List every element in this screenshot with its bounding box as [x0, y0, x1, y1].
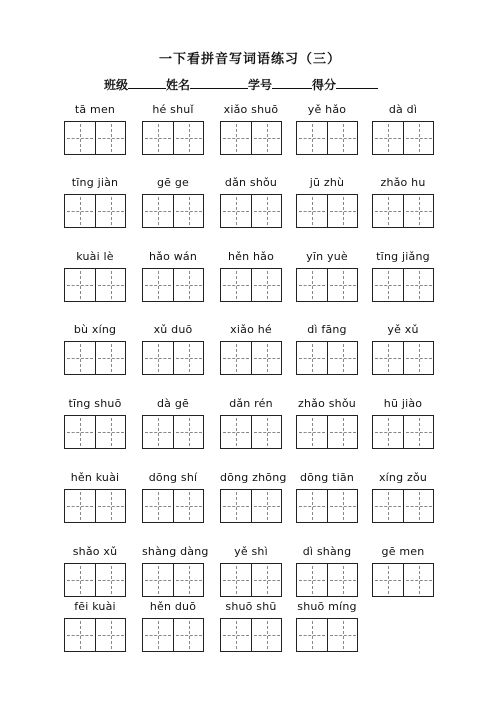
pinyin-label: gē ge — [157, 176, 189, 189]
guide-line-vertical — [158, 492, 159, 520]
tian-zi-cell — [373, 564, 403, 596]
guide-line-vertical — [80, 566, 81, 594]
score-label: 得分 — [312, 78, 337, 92]
guide-line-vertical — [189, 197, 190, 225]
guide-line-vertical — [80, 124, 81, 152]
tian-zi-cell — [297, 122, 327, 154]
pinyin-label: shuō shū — [225, 600, 277, 613]
tian-zi-cell — [373, 490, 403, 522]
guide-line-vertical — [419, 197, 420, 225]
guide-line-vertical — [189, 418, 190, 446]
character-writing-boxes — [372, 268, 434, 302]
tian-zi-cell — [251, 195, 282, 227]
tian-zi-cell — [403, 342, 434, 374]
tian-zi-cell — [95, 269, 126, 301]
guide-line-vertical — [158, 344, 159, 372]
tian-zi-cell — [251, 342, 282, 374]
character-writing-boxes — [220, 121, 282, 155]
tian-zi-cell — [65, 342, 95, 374]
name-blank — [190, 77, 248, 89]
tian-zi-cell — [221, 619, 251, 651]
pinyin-label: hěn duō — [149, 600, 197, 613]
tian-zi-cell — [251, 122, 282, 154]
number-blank — [272, 77, 312, 89]
character-writing-boxes — [142, 194, 204, 228]
pinyin-label: dǎn rén — [229, 397, 273, 410]
guide-line-vertical — [189, 124, 190, 152]
pinyin-label: dōng tiān — [299, 471, 355, 484]
tian-zi-cell — [327, 564, 358, 596]
guide-line-vertical — [267, 344, 268, 372]
tian-zi-cell — [373, 416, 403, 448]
pinyin-label: dì shàng — [302, 545, 352, 558]
guide-line-vertical — [419, 418, 420, 446]
tian-zi-cell — [327, 122, 358, 154]
tian-zi-cell — [221, 122, 251, 154]
tian-zi-cell — [173, 490, 204, 522]
guide-line-vertical — [236, 566, 237, 594]
guide-line-vertical — [111, 566, 112, 594]
pinyin-label: jū zhù — [309, 176, 345, 189]
guide-line-vertical — [267, 621, 268, 649]
guide-line-vertical — [80, 621, 81, 649]
tian-zi-cell — [143, 195, 173, 227]
guide-line-vertical — [388, 566, 389, 594]
tian-zi-cell — [95, 619, 126, 651]
score-blank — [336, 77, 378, 89]
tian-zi-cell — [143, 342, 173, 374]
tian-zi-cell — [143, 416, 173, 448]
character-writing-boxes — [142, 618, 204, 652]
tian-zi-cell — [373, 195, 403, 227]
tian-zi-cell — [173, 122, 204, 154]
tian-zi-cell — [143, 122, 173, 154]
guide-line-vertical — [312, 124, 313, 152]
guide-line-vertical — [343, 418, 344, 446]
guide-line-vertical — [111, 197, 112, 225]
tian-zi-cell — [403, 564, 434, 596]
pinyin-label: shàng dàng — [142, 545, 209, 558]
tian-zi-cell — [373, 269, 403, 301]
character-writing-boxes — [372, 563, 434, 597]
pinyin-label: shuō míng — [297, 600, 357, 613]
tian-zi-cell — [251, 490, 282, 522]
guide-line-vertical — [312, 344, 313, 372]
guide-line-vertical — [419, 124, 420, 152]
guide-line-vertical — [111, 271, 112, 299]
class-label: 班级 — [104, 78, 129, 92]
guide-line-vertical — [80, 418, 81, 446]
tian-zi-cell — [297, 342, 327, 374]
character-writing-boxes — [220, 341, 282, 375]
tian-zi-cell — [173, 416, 204, 448]
character-writing-boxes — [64, 121, 126, 155]
guide-line-vertical — [419, 344, 420, 372]
character-writing-boxes — [142, 121, 204, 155]
guide-line-vertical — [111, 418, 112, 446]
tian-zi-cell — [221, 490, 251, 522]
tian-zi-cell — [173, 342, 204, 374]
tian-zi-cell — [143, 490, 173, 522]
character-writing-boxes — [296, 563, 358, 597]
guide-line-vertical — [343, 271, 344, 299]
tian-zi-cell — [251, 269, 282, 301]
tian-zi-cell — [65, 195, 95, 227]
pinyin-label: zhǎo shǒu — [298, 397, 356, 410]
character-writing-boxes — [64, 341, 126, 375]
guide-line-vertical — [111, 344, 112, 372]
guide-line-vertical — [236, 418, 237, 446]
guide-line-vertical — [236, 492, 237, 520]
character-writing-boxes — [372, 194, 434, 228]
character-writing-boxes — [64, 618, 126, 652]
pinyin-label: yě xǔ — [387, 323, 419, 336]
character-writing-boxes — [296, 618, 358, 652]
pinyin-label: shǎo xǔ — [72, 545, 118, 558]
tian-zi-cell — [403, 269, 434, 301]
pinyin-label: dà dì — [388, 103, 418, 116]
character-writing-boxes — [372, 489, 434, 523]
tian-zi-cell — [327, 619, 358, 651]
character-writing-boxes — [64, 268, 126, 302]
pinyin-label: dà gē — [157, 397, 189, 410]
tian-zi-cell — [373, 122, 403, 154]
guide-line-vertical — [267, 566, 268, 594]
pinyin-label: xíng zǒu — [378, 471, 428, 484]
pinyin-label: gē men — [381, 545, 425, 558]
tian-zi-cell — [65, 122, 95, 154]
tian-zi-cell — [297, 564, 327, 596]
tian-zi-cell — [65, 269, 95, 301]
character-writing-boxes — [64, 489, 126, 523]
guide-line-vertical — [80, 344, 81, 372]
character-writing-boxes — [296, 194, 358, 228]
tian-zi-cell — [143, 619, 173, 651]
character-writing-boxes — [64, 563, 126, 597]
guide-line-vertical — [267, 197, 268, 225]
tian-zi-cell — [221, 416, 251, 448]
tian-zi-cell — [403, 195, 434, 227]
tian-zi-cell — [143, 269, 173, 301]
character-writing-boxes — [296, 121, 358, 155]
guide-line-vertical — [80, 271, 81, 299]
guide-line-vertical — [343, 566, 344, 594]
character-writing-boxes — [142, 268, 204, 302]
guide-line-vertical — [343, 344, 344, 372]
tian-zi-cell — [403, 122, 434, 154]
tian-zi-cell — [95, 195, 126, 227]
guide-line-vertical — [111, 492, 112, 520]
pinyin-label: hé shuǐ — [152, 103, 194, 116]
tian-zi-cell — [297, 490, 327, 522]
character-writing-boxes — [296, 268, 358, 302]
pinyin-label: hū jiào — [383, 397, 423, 410]
guide-line-vertical — [312, 418, 313, 446]
guide-line-vertical — [189, 271, 190, 299]
character-writing-boxes — [142, 563, 204, 597]
pinyin-label: tīng jiǎng — [376, 250, 430, 263]
guide-line-vertical — [388, 418, 389, 446]
pinyin-label: zhǎo hu — [380, 176, 426, 189]
guide-line-vertical — [189, 492, 190, 520]
pinyin-label: dǎn shǒu — [224, 176, 278, 189]
pinyin-label: hěn hǎo — [227, 250, 275, 263]
tian-zi-cell — [327, 490, 358, 522]
character-writing-boxes — [64, 194, 126, 228]
pinyin-label: dì fāng — [307, 323, 347, 336]
pinyin-label: yīn yuè — [306, 250, 348, 263]
tian-zi-cell — [143, 564, 173, 596]
character-writing-boxes — [220, 268, 282, 302]
guide-line-vertical — [189, 344, 190, 372]
guide-line-vertical — [388, 124, 389, 152]
tian-zi-cell — [173, 269, 204, 301]
pinyin-label: xiǎo hé — [230, 323, 272, 336]
pinyin-label: kuài lè — [76, 250, 114, 263]
tian-zi-cell — [65, 564, 95, 596]
guide-line-vertical — [388, 197, 389, 225]
guide-line-vertical — [236, 271, 237, 299]
class-blank — [128, 77, 166, 89]
pinyin-label: yě hǎo — [307, 103, 347, 116]
guide-line-vertical — [419, 492, 420, 520]
tian-zi-cell — [297, 619, 327, 651]
tian-zi-cell — [297, 416, 327, 448]
pinyin-label: tā men — [74, 103, 116, 116]
pinyin-label: dōng shí — [148, 471, 198, 484]
character-writing-boxes — [372, 341, 434, 375]
pinyin-label: tīng jiàn — [71, 176, 119, 189]
character-writing-boxes — [296, 489, 358, 523]
guide-line-vertical — [312, 271, 313, 299]
tian-zi-cell — [65, 416, 95, 448]
guide-line-vertical — [267, 124, 268, 152]
guide-line-vertical — [343, 124, 344, 152]
guide-line-vertical — [312, 566, 313, 594]
tian-zi-cell — [251, 416, 282, 448]
guide-line-vertical — [388, 271, 389, 299]
worksheet-title: 一下看拼音写词语练习（三） — [158, 52, 341, 67]
guide-line-vertical — [80, 492, 81, 520]
character-writing-boxes — [220, 563, 282, 597]
tian-zi-cell — [221, 269, 251, 301]
pinyin-label: xiǎo shuō — [223, 103, 279, 116]
student-info-line — [104, 76, 378, 93]
character-writing-boxes — [220, 415, 282, 449]
guide-line-vertical — [158, 621, 159, 649]
guide-line-vertical — [158, 418, 159, 446]
guide-line-vertical — [158, 197, 159, 225]
tian-zi-cell — [251, 564, 282, 596]
guide-line-vertical — [189, 621, 190, 649]
pinyin-label: xǔ duō — [153, 323, 193, 336]
character-writing-boxes — [142, 415, 204, 449]
tian-zi-cell — [297, 195, 327, 227]
tian-zi-cell — [327, 269, 358, 301]
guide-line-vertical — [343, 197, 344, 225]
tian-zi-cell — [65, 490, 95, 522]
guide-line-vertical — [158, 271, 159, 299]
pinyin-label: hǎo wán — [148, 250, 198, 263]
guide-line-vertical — [236, 621, 237, 649]
character-writing-boxes — [220, 489, 282, 523]
pinyin-label: dōng zhōng — [220, 471, 287, 484]
guide-line-vertical — [236, 124, 237, 152]
character-writing-boxes — [372, 415, 434, 449]
tian-zi-cell — [327, 195, 358, 227]
tian-zi-cell — [95, 564, 126, 596]
pinyin-label: tīng shuō — [68, 397, 122, 410]
tian-zi-cell — [173, 195, 204, 227]
tian-zi-cell — [95, 490, 126, 522]
character-writing-boxes — [220, 618, 282, 652]
tian-zi-cell — [173, 564, 204, 596]
guide-line-vertical — [343, 621, 344, 649]
character-writing-boxes — [142, 341, 204, 375]
character-writing-boxes — [296, 341, 358, 375]
guide-line-vertical — [388, 492, 389, 520]
guide-line-vertical — [312, 621, 313, 649]
guide-line-vertical — [419, 566, 420, 594]
name-label: 姓名 — [166, 78, 191, 92]
character-writing-boxes — [64, 415, 126, 449]
tian-zi-cell — [221, 564, 251, 596]
guide-line-vertical — [343, 492, 344, 520]
guide-line-vertical — [419, 271, 420, 299]
tian-zi-cell — [251, 619, 282, 651]
tian-zi-cell — [327, 342, 358, 374]
guide-line-vertical — [267, 418, 268, 446]
guide-line-vertical — [312, 197, 313, 225]
guide-line-vertical — [80, 197, 81, 225]
guide-line-vertical — [312, 492, 313, 520]
guide-line-vertical — [388, 344, 389, 372]
tian-zi-cell — [65, 619, 95, 651]
pinyin-label: bù xíng — [73, 323, 117, 336]
pinyin-label: fēi kuài — [74, 600, 116, 613]
pinyin-label: yě shì — [234, 545, 268, 558]
guide-line-vertical — [158, 566, 159, 594]
tian-zi-cell — [173, 619, 204, 651]
guide-line-vertical — [267, 271, 268, 299]
character-writing-boxes — [220, 194, 282, 228]
character-writing-boxes — [296, 415, 358, 449]
character-writing-boxes — [142, 489, 204, 523]
tian-zi-cell — [403, 416, 434, 448]
tian-zi-cell — [327, 416, 358, 448]
tian-zi-cell — [403, 490, 434, 522]
guide-line-vertical — [236, 197, 237, 225]
guide-line-vertical — [158, 124, 159, 152]
guide-line-vertical — [267, 492, 268, 520]
tian-zi-cell — [95, 122, 126, 154]
guide-line-vertical — [111, 124, 112, 152]
character-writing-boxes — [372, 121, 434, 155]
pinyin-label: hěn kuài — [70, 471, 120, 484]
guide-line-vertical — [189, 566, 190, 594]
guide-line-vertical — [111, 621, 112, 649]
tian-zi-cell — [297, 269, 327, 301]
tian-zi-cell — [95, 416, 126, 448]
tian-zi-cell — [95, 342, 126, 374]
tian-zi-cell — [221, 342, 251, 374]
number-label: 学号 — [248, 78, 273, 92]
guide-line-vertical — [236, 344, 237, 372]
tian-zi-cell — [221, 195, 251, 227]
tian-zi-cell — [373, 342, 403, 374]
